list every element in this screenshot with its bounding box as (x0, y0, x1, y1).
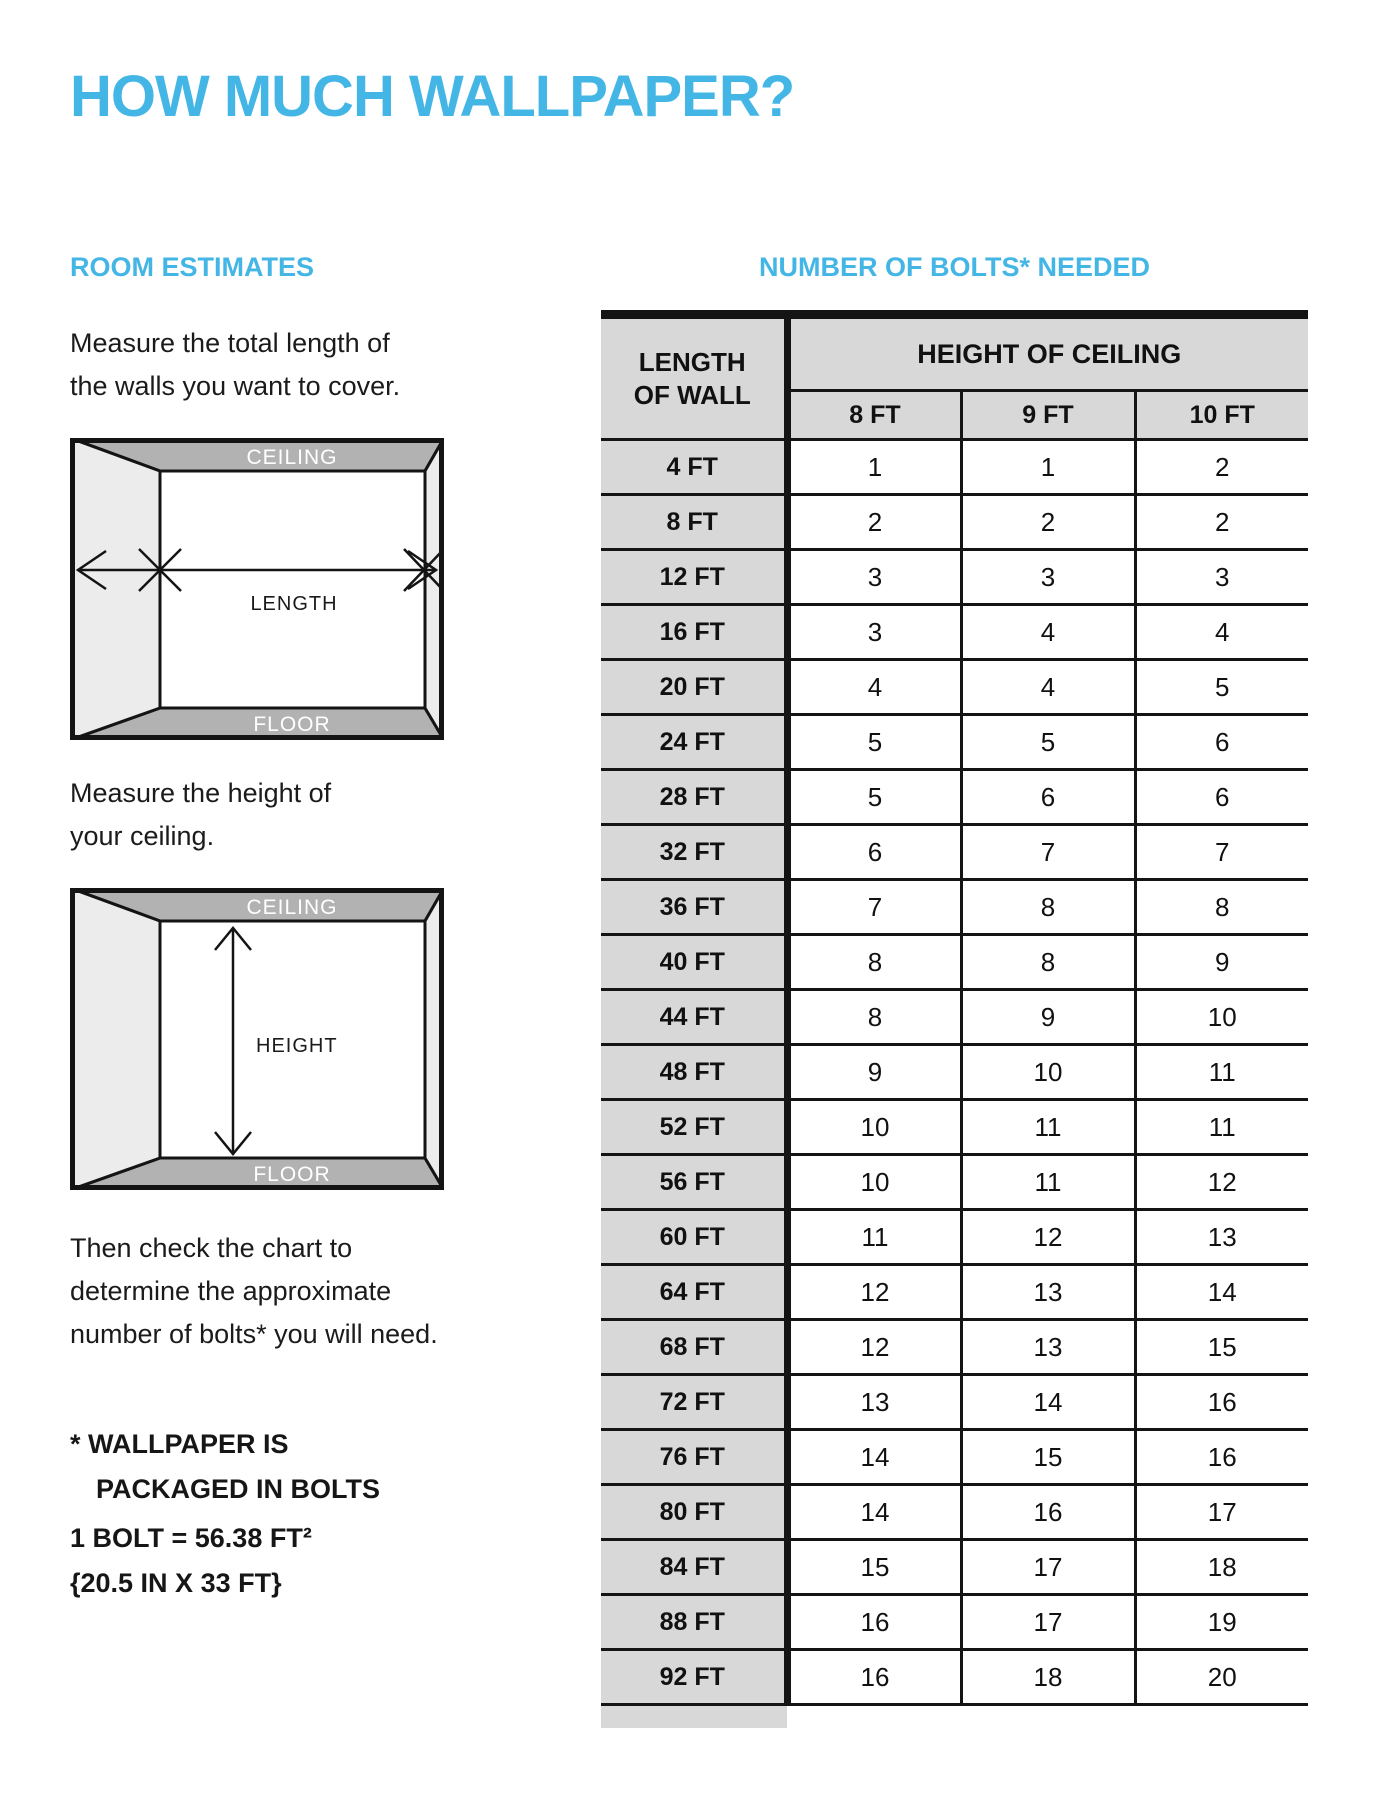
row-header: 40 FT (601, 935, 787, 990)
bolts-cell: 13 (1135, 1210, 1308, 1265)
row-header: 52 FT (601, 1100, 787, 1155)
bolts-cell: 2 (1135, 440, 1308, 495)
table-row (601, 990, 1308, 1045)
bolts-cell: 15 (961, 1430, 1135, 1485)
table-row (601, 1540, 1308, 1595)
row-header: 16 FT (601, 605, 787, 660)
wallpaper-bolts-footnote: * WALLPAPER IS PACKAGED IN BOLTS (70, 1429, 381, 1504)
bolts-cell: 8 (787, 990, 961, 1045)
bolts-cell: 17 (961, 1595, 1135, 1650)
table-row (601, 660, 1308, 715)
row-header: 20 FT (601, 660, 787, 715)
table-row (601, 1155, 1308, 1210)
row-header: 8 FT (601, 495, 787, 550)
bolts-cell: 1 (961, 440, 1135, 495)
bolts-cell: 2 (1135, 495, 1308, 550)
table-row (601, 1045, 1308, 1100)
table-row (601, 935, 1308, 990)
bolts-cell: 7 (787, 880, 961, 935)
bolts-cell: 14 (961, 1375, 1135, 1430)
floor-label: FLOOR (253, 713, 331, 736)
bolts-table (601, 310, 1308, 1706)
bolts-cell: 18 (961, 1650, 1135, 1705)
back-wall-panel (160, 471, 425, 708)
bolts-cell: 3 (787, 550, 961, 605)
bolt-size-note: 1 BOLT = 56.38 FT² {20.5 IN X 33 FT} (70, 1523, 312, 1598)
table-row (601, 1320, 1308, 1375)
bolts-cell: 2 (787, 495, 961, 550)
bolts-cell: 6 (787, 825, 961, 880)
bolts-cell: 11 (961, 1155, 1135, 1210)
measure-height-instruction: Measure the height of your ceiling. (70, 778, 332, 851)
bolts-cell: 11 (1135, 1100, 1308, 1155)
room-estimates-heading: ROOM ESTIMATES (70, 252, 315, 282)
table-row (601, 1650, 1308, 1705)
bolts-cell: 10 (787, 1100, 961, 1155)
row-header: 84 FT (601, 1540, 787, 1595)
bolts-cell: 17 (1135, 1485, 1308, 1540)
bolts-cell: 16 (787, 1595, 961, 1650)
bolts-cell: 15 (787, 1540, 961, 1595)
col-group-header: HEIGHT OF CEILING (787, 315, 1308, 391)
row-header: 12 FT (601, 550, 787, 605)
table-row (601, 605, 1308, 660)
bolts-cell: 9 (961, 990, 1135, 1045)
bolts-cell: 10 (961, 1045, 1135, 1100)
table-row (601, 770, 1308, 825)
bolts-cell: 10 (1135, 990, 1308, 1045)
bolts-cell: 19 (1135, 1595, 1308, 1650)
table-row (601, 1430, 1308, 1485)
bolts-cell: 7 (1135, 825, 1308, 880)
bolts-cell: 4 (787, 660, 961, 715)
left-wall-panel (70, 438, 160, 740)
bolts-cell: 14 (1135, 1265, 1308, 1320)
row-header: 72 FT (601, 1375, 787, 1430)
row-header: 56 FT (601, 1155, 787, 1210)
bolts-cell: 4 (961, 605, 1135, 660)
bolts-cell: 8 (1135, 880, 1308, 935)
measure-length-instruction: Measure the total length of the walls you want to cover. (70, 328, 401, 401)
row-header: 28 FT (601, 770, 787, 825)
bolts-cell: 13 (961, 1320, 1135, 1375)
table-row (601, 440, 1308, 495)
table-row (601, 1485, 1308, 1540)
bolts-cell: 5 (787, 715, 961, 770)
bolts-cell: 16 (961, 1485, 1135, 1540)
col-header-10-ft: 10 FT (1135, 391, 1308, 440)
bolts-cell: 11 (1135, 1045, 1308, 1100)
table-row (601, 825, 1308, 880)
row-header: 76 FT (601, 1430, 787, 1485)
height-dimension-label: HEIGHT (256, 1035, 338, 1057)
bolts-cell: 13 (787, 1375, 961, 1430)
bolts-cell: 7 (961, 825, 1135, 880)
row-header: 44 FT (601, 990, 787, 1045)
row-header: 4 FT (601, 440, 787, 495)
bolts-cell: 3 (787, 605, 961, 660)
bolts-cell: 12 (787, 1320, 961, 1375)
bolts-cell: 13 (961, 1265, 1135, 1320)
bolts-cell: 20 (1135, 1650, 1308, 1705)
row-header: 88 FT (601, 1595, 787, 1650)
col-header-8-ft: 8 FT (787, 391, 961, 440)
row-header: 68 FT (601, 1320, 787, 1375)
row-header: 36 FT (601, 880, 787, 935)
bolts-cell: 17 (961, 1540, 1135, 1595)
ceiling-label: CEILING (246, 446, 338, 469)
table-footer-strip (601, 1706, 787, 1728)
bolts-cell: 12 (1135, 1155, 1308, 1210)
length-dimension-label: LENGTH (250, 593, 338, 615)
bolts-cell: 14 (787, 1485, 961, 1540)
table-row (601, 715, 1308, 770)
bolts-cell: 10 (787, 1155, 961, 1210)
col-header-9-ft: 9 FT (961, 391, 1135, 440)
row-header: 80 FT (601, 1485, 787, 1540)
row-header: 24 FT (601, 715, 787, 770)
room-height-diagram (70, 888, 444, 1190)
table-row (601, 1100, 1308, 1155)
bolts-cell: 2 (961, 495, 1135, 550)
bolts-needed-heading: NUMBER OF BOLTS* NEEDED (758, 252, 1150, 282)
bolts-cell: 9 (787, 1045, 961, 1100)
bolts-cell: 1 (787, 440, 961, 495)
bolts-cell: 8 (961, 935, 1135, 990)
ceiling-label: CEILING (246, 896, 338, 919)
bolts-cell: 15 (1135, 1320, 1308, 1375)
bolts-cell: 9 (1135, 935, 1308, 990)
bolts-cell: 11 (787, 1210, 961, 1265)
left-wall-panel (70, 888, 160, 1190)
page-title: HOW MUCH WALLPAPER? (70, 64, 795, 129)
bolts-cell: 4 (1135, 605, 1308, 660)
row-header: 92 FT (601, 1650, 787, 1705)
table-row (601, 550, 1308, 605)
floor-label: FLOOR (253, 1163, 331, 1186)
row-header: 48 FT (601, 1045, 787, 1100)
table-row (601, 1210, 1308, 1265)
bolts-cell: 6 (1135, 715, 1308, 770)
bolts-cell: 6 (961, 770, 1135, 825)
table-row (601, 880, 1308, 935)
table-row (601, 1375, 1308, 1430)
bolts-cell: 12 (961, 1210, 1135, 1265)
table-row (601, 1595, 1308, 1650)
row-header: 32 FT (601, 825, 787, 880)
table-row (601, 495, 1308, 550)
bolts-cell: 3 (1135, 550, 1308, 605)
bolts-cell: 12 (787, 1265, 961, 1320)
bolts-cell: 8 (961, 880, 1135, 935)
bolts-cell: 8 (787, 935, 961, 990)
bolts-cell: 11 (961, 1100, 1135, 1155)
bolts-cell: 16 (1135, 1430, 1308, 1485)
bolts-cell: 6 (1135, 770, 1308, 825)
table-row (601, 1265, 1308, 1320)
bolts-cell: 18 (1135, 1540, 1308, 1595)
bolts-cell: 5 (1135, 660, 1308, 715)
row-group-header: LENGTH OF WALL (601, 315, 787, 440)
bolts-cell: 14 (787, 1430, 961, 1485)
row-header: 60 FT (601, 1210, 787, 1265)
check-chart-instruction: Then check the chart to determine the approximate number of bolts* you will need. (70, 1233, 438, 1349)
room-length-diagram (70, 438, 444, 740)
bolts-cell: 5 (961, 715, 1135, 770)
bolts-cell: 4 (961, 660, 1135, 715)
bolts-cell: 16 (1135, 1375, 1308, 1430)
row-header: 64 FT (601, 1265, 787, 1320)
bolts-cell: 5 (787, 770, 961, 825)
bolts-cell: 16 (787, 1650, 961, 1705)
bolts-cell: 3 (961, 550, 1135, 605)
